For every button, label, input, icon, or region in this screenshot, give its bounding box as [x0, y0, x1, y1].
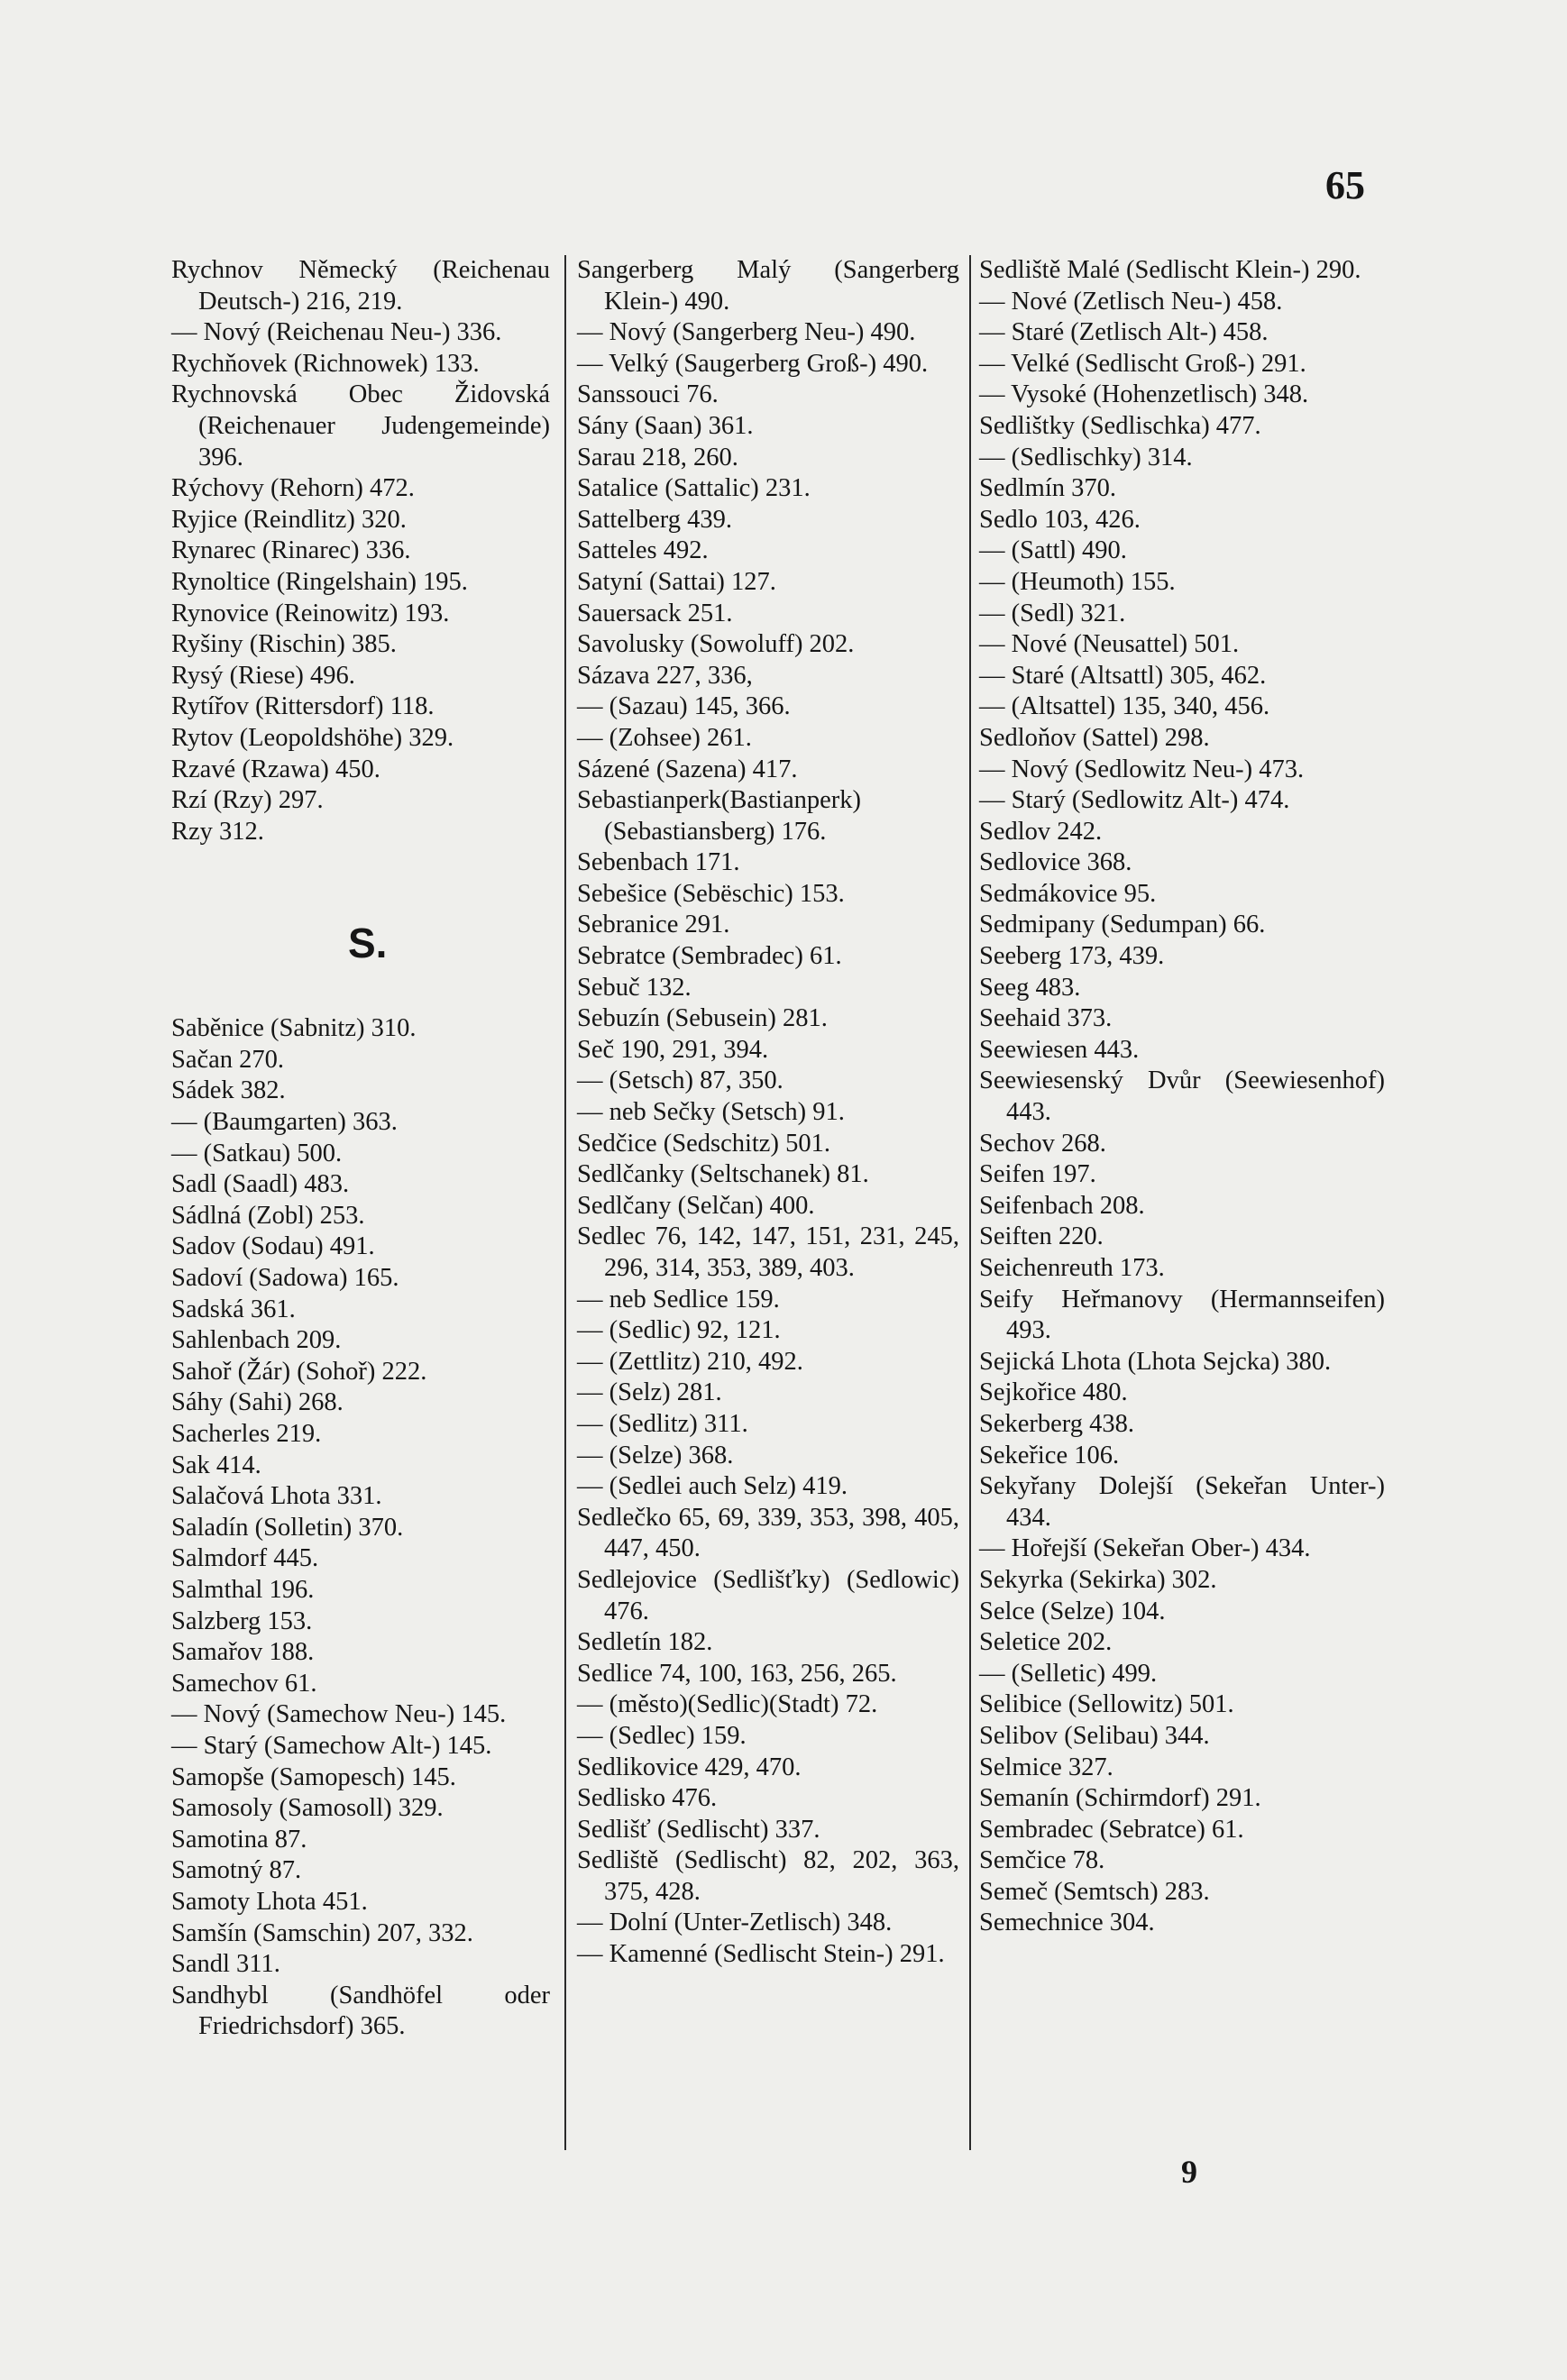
index-entry: Sebuč 132. [577, 973, 692, 1002]
index-entry: Sádlná (Zobl) 253. [171, 1201, 365, 1230]
index-entry: — (Heumoth) 155. [979, 567, 1176, 596]
index-entry: Sedmipany (Sedumpan) 66. [979, 911, 1266, 939]
index-entry: Sacherles 219. [171, 1420, 322, 1448]
index-entry: Rytířov (Rittersdorf) 118. [171, 692, 435, 721]
index-entry: Seifenbach 208. [979, 1191, 1145, 1220]
index-entry: — (Baumgarten) 363. [171, 1108, 398, 1137]
index-entry: Semčice 78. [979, 1846, 1105, 1875]
index-entry: — (Selletic) 499. [979, 1659, 1158, 1688]
index-entry: Sedlečko 65, 69, 339, 353, 398, 405, 447, 450. [577, 1503, 959, 1563]
index-entry: Salačová Lhota 331. [171, 1482, 382, 1511]
index-entry: Rýchovy (Rehorn) 472. [171, 474, 415, 503]
index-entry: Rynoltice (Ringelshain) 195. [171, 567, 468, 596]
page-number: 65 [1325, 163, 1365, 207]
index-entry: — (Zohsee) 261. [577, 723, 752, 752]
index-entry: Sány (Saan) 361. [577, 411, 754, 440]
index-entry: Sekerberg 438. [979, 1409, 1135, 1438]
index-entry: — Staré (Zetlisch Alt-) 458. [979, 318, 1269, 347]
index-entry: Sadská 361. [171, 1295, 296, 1323]
index-entry: — (město)(Sedlic)(Stadt) 72. [577, 1690, 878, 1719]
index-entry: Sázava 227, 336, [577, 661, 753, 690]
index-entry: Sandl 311. [171, 1950, 280, 1979]
index-entry: Sedlčanky (Seltschanek) 81. [577, 1160, 869, 1189]
index-entry: Sedliště (Sedlischt) 82, 202, 363, 375, 428. [577, 1846, 959, 1906]
index-entry: Seifen 197. [979, 1160, 1096, 1189]
index-entry: Sedčice (Sedschitz) 501. [577, 1129, 830, 1158]
index-entry: Sebuzín (Sebusein) 281. [577, 1004, 828, 1033]
index-entry: Sedlejovice (Sedlišťky) (Sedlowic) 476. [577, 1565, 959, 1625]
index-column-2 [577, 255, 959, 2148]
index-entry: Seewiesen 443. [979, 1035, 1140, 1064]
index-entry: Sáhy (Sahi) 268. [171, 1388, 344, 1417]
index-entry: — Staré (Altsattl) 305, 462. [979, 661, 1267, 690]
index-entry: Rychnovská Obec Židovská (Reichenauer Judengemeinde) 396. [171, 380, 550, 471]
column-divider [564, 255, 566, 2150]
index-entry: Sázené (Sazena) 417. [577, 755, 798, 783]
index-entry: Samopše (Samopesch) 145. [171, 1762, 456, 1791]
index-entry: — Kamenné (Sedlischt Stein-) 291. [577, 1940, 945, 1969]
index-entry: Seehaid 373. [979, 1004, 1113, 1033]
index-entry: Semechnice 304. [979, 1909, 1155, 1937]
index-entry: Satalice (Sattalic) 231. [577, 474, 811, 503]
index-entry: Salzberg 153. [171, 1606, 313, 1635]
index-entry: Sedlišť (Sedlischt) 337. [577, 1815, 820, 1844]
index-entry: Sebranice 291. [577, 911, 730, 939]
index-entry: Seify Heřmanovy (Hermannseifen) 493. [979, 1285, 1385, 1345]
index-entry: Sadl (Saadl) 483. [171, 1170, 350, 1199]
index-entry: Rysý (Riese) 496. [171, 661, 355, 690]
index-entry: Samosoly (Samosoll) 329. [171, 1794, 444, 1823]
index-entry: — (Setsch) 87, 350. [577, 1066, 784, 1095]
index-entry: Selibov (Selibau) 344. [979, 1721, 1210, 1750]
index-entry: Semeč (Semtsch) 283. [979, 1877, 1210, 1906]
index-entry: Sejkořice 480. [979, 1378, 1128, 1407]
index-entry: Sechov 268. [979, 1129, 1106, 1158]
index-entry: Sekyřany Dolejší (Sekeřan Unter-) 434. [979, 1472, 1385, 1532]
index-entry: Rychňovek (Richnowek) 133. [171, 349, 480, 378]
index-entry: Sedlčany (Selčan) 400. [577, 1191, 815, 1220]
entries [979, 255, 1385, 1939]
index-entry: Sembradec (Sebratce) 61. [979, 1815, 1244, 1844]
index-entry: — Nový (Reichenau Neu-) 336. [171, 318, 502, 347]
index-entry: Seiften 220. [979, 1222, 1104, 1251]
index-entry: Ryšiny (Rischin) 385. [171, 630, 397, 659]
index-entry: — Velké (Sedlischt Groß-) 291. [979, 349, 1306, 378]
index-entry: Sadov (Sodau) 491. [171, 1232, 375, 1261]
index-entry: — (Sedlec) 159. [577, 1721, 747, 1750]
index-entry: Selmice 327. [979, 1753, 1113, 1781]
index-entry: Seletice 202. [979, 1628, 1113, 1657]
index-entry: Sedlovice 368. [979, 848, 1132, 877]
index-entry: Sebenbach 171. [577, 848, 740, 877]
index-entry: — (Satkau) 500. [171, 1139, 343, 1167]
index-entry: Sarau 218, 260. [577, 443, 738, 471]
index-entry: Selibice (Sellowitz) 501. [979, 1690, 1234, 1719]
index-entry: — Nové (Neusattel) 501. [979, 630, 1240, 659]
index-entry: Samechov 61. [171, 1669, 317, 1698]
index-entry: — (Sedlitz) 311. [577, 1409, 748, 1438]
index-entry: — (Selze) 368. [577, 1441, 734, 1469]
index-entry: Sanssouci 76. [577, 380, 719, 409]
index-entry: Sauersack 251. [577, 599, 733, 627]
index-entry: Sahlenbach 209. [171, 1326, 342, 1355]
index-entry: Rytov (Leopoldshöhe) 329. [171, 723, 454, 752]
index-entry: Rzy 312. [171, 817, 264, 846]
index-entry: Sekeřice 106. [979, 1441, 1120, 1469]
index-entry: Samotina 87. [171, 1825, 307, 1854]
index-entry: Satteles 492. [577, 536, 709, 565]
index-entry: Sak 414. [171, 1451, 261, 1479]
index-entry: — Hořejší (Sekeřan Ober-) 434. [979, 1534, 1311, 1563]
index-entry: Sekyrka (Sekirka) 302. [979, 1565, 1217, 1594]
index-entry: — (Sedlischky) 314. [979, 443, 1193, 471]
index-entry: — Dolní (Unter-Zetlisch) 348. [577, 1909, 893, 1937]
index-entry: Samařov 188. [171, 1638, 315, 1667]
column-divider [969, 255, 971, 2150]
index-entry: Sedlo 103, 426. [979, 505, 1141, 534]
index-entry: — Starý (Samechow Alt-) 145. [171, 1731, 492, 1760]
index-entry: Seewiesenský Dvůr (Seewiesenhof) 443. [979, 1066, 1385, 1127]
index-entry: Sahoř (Žár) (Sohoř) 222. [171, 1357, 427, 1386]
index-entry: Sedlištky (Sedlischka) 477. [979, 411, 1261, 440]
index-entry: Sedlmín 370. [979, 474, 1117, 503]
index-entry: Sedlikovice 429, 470. [577, 1753, 802, 1781]
index-entry: Rychnov Německý (Reichenau Deutsch-) 216, 219. [171, 256, 550, 316]
index-entry: Sedlov 242. [979, 817, 1103, 846]
index-entry: — Vysoké (Hohenzetlisch) 348. [979, 380, 1309, 409]
section-heading: S. [348, 920, 388, 967]
index-entry: Sedmákovice 95. [979, 879, 1157, 908]
index-entry: — (Sattl) 490. [979, 536, 1127, 565]
index-entry: Samoty Lhota 451. [171, 1887, 368, 1916]
index-entry: Sadoví (Sadowa) 165. [171, 1264, 399, 1293]
index-column-1 [171, 255, 550, 2148]
index-entry: Saladín (Solletin) 370. [171, 1513, 404, 1542]
index-entry: Saběnice (Sabnitz) 310. [171, 1014, 417, 1043]
index-entry: — Nový (Sangerberg Neu-) 490. [577, 318, 916, 347]
index-entry: Samotný 87. [171, 1856, 302, 1885]
index-entry: — (Selz) 281. [577, 1378, 722, 1407]
index-entry: — (Sazau) 145, 366. [577, 692, 791, 721]
index-entry: Seč 190, 291, 394. [577, 1035, 769, 1064]
index-entry: Sedlec 76, 142, 147, 151, 231, 245, 296, 314, 353, 389, 403. [577, 1222, 959, 1282]
index-entry: — Nový (Samechow Neu-) 145. [171, 1700, 507, 1729]
index-entry: Sedliště Malé (Sedlischt Klein-) 290. [979, 256, 1361, 284]
index-entry: — neb Sedlice 159. [577, 1285, 780, 1314]
index-entry: Savolusky (Sowoluff) 202. [577, 630, 855, 659]
index-entry: — (Zettlitz) 210, 492. [577, 1347, 803, 1376]
index-entry: — Starý (Sedlowitz Alt-) 474. [979, 786, 1290, 815]
index-entry: Selce (Selze) 104. [979, 1597, 1166, 1625]
index-entry: Rynovice (Reinowitz) 193. [171, 599, 450, 627]
index-entry: Sebastianperk(Bastianperk) (Sebastiansberg) 176. [577, 786, 861, 846]
index-entry: Seeg 483. [979, 973, 1081, 1002]
index-entry: Rzavé (Rzawa) 450. [171, 755, 380, 783]
index-entry: — (Altsattel) 135, 340, 456. [979, 692, 1270, 721]
index-entry: — (Sedl) 321. [979, 599, 1126, 627]
index-entry: Sejická Lhota (Lhota Sejcka) 380. [979, 1347, 1332, 1376]
index-entry: — neb Sečky (Setsch) 91. [577, 1098, 845, 1127]
index-entry: Sangerberg Malý (Sangerberg Klein-) 490. [577, 256, 959, 316]
index-entry: Sedloňov (Sattel) 298. [979, 723, 1210, 752]
index-entry: — (Sedlei auch Selz) 419. [577, 1472, 848, 1501]
index-column-3 [979, 255, 1385, 2148]
index-entry: Sedletín 182. [577, 1628, 713, 1657]
index-entry: Seichenreuth 173. [979, 1254, 1165, 1282]
index-entry: Salmdorf 445. [171, 1544, 319, 1573]
index-entry: — Nové (Zetlisch Neu-) 458. [979, 287, 1283, 316]
index-entry: Sebratce (Sembradec) 61. [577, 942, 842, 971]
index-entry: Sattelberg 439. [577, 505, 733, 534]
index-entry: Samšín (Samschin) 207, 332. [171, 1918, 473, 1947]
index-entry: Rzí (Rzy) 297. [171, 786, 324, 815]
index-entry: Sedlisko 476. [577, 1784, 718, 1813]
index-entry: Sádek 382. [171, 1076, 286, 1105]
index-entry: — (Sedlic) 92, 121. [577, 1316, 781, 1345]
index-entry: Salmthal 196. [171, 1575, 315, 1604]
entries-after-section [171, 1013, 550, 2043]
index-entry: Sandhybl (Sandhöfel oder Friedrichsdorf) 365. [171, 1981, 550, 2041]
index-entry: Ryjice (Reindlitz) 320. [171, 505, 407, 534]
index-entry: Sačan 270. [171, 1045, 285, 1074]
index-entry: Seeberg 173, 439. [979, 942, 1165, 971]
index-entry: Satyní (Sattai) 127. [577, 567, 776, 596]
index-entry: Semanín (Schirmdorf) 291. [979, 1784, 1261, 1813]
entries [577, 255, 959, 1971]
index-entry: Rynarec (Rinarec) 336. [171, 536, 411, 565]
index-entry: Sebešice (Sebëschic) 153. [577, 879, 845, 908]
index-entry: — Velký (Saugerberg Groß-) 490. [577, 349, 929, 378]
entries-before-section [171, 255, 550, 847]
sheet-signature-number: 9 [1181, 2154, 1197, 2190]
index-entry: — Nový (Sedlowitz Neu-) 473. [979, 755, 1305, 783]
index-entry: Sedlice 74, 100, 163, 256, 265. [577, 1659, 897, 1688]
